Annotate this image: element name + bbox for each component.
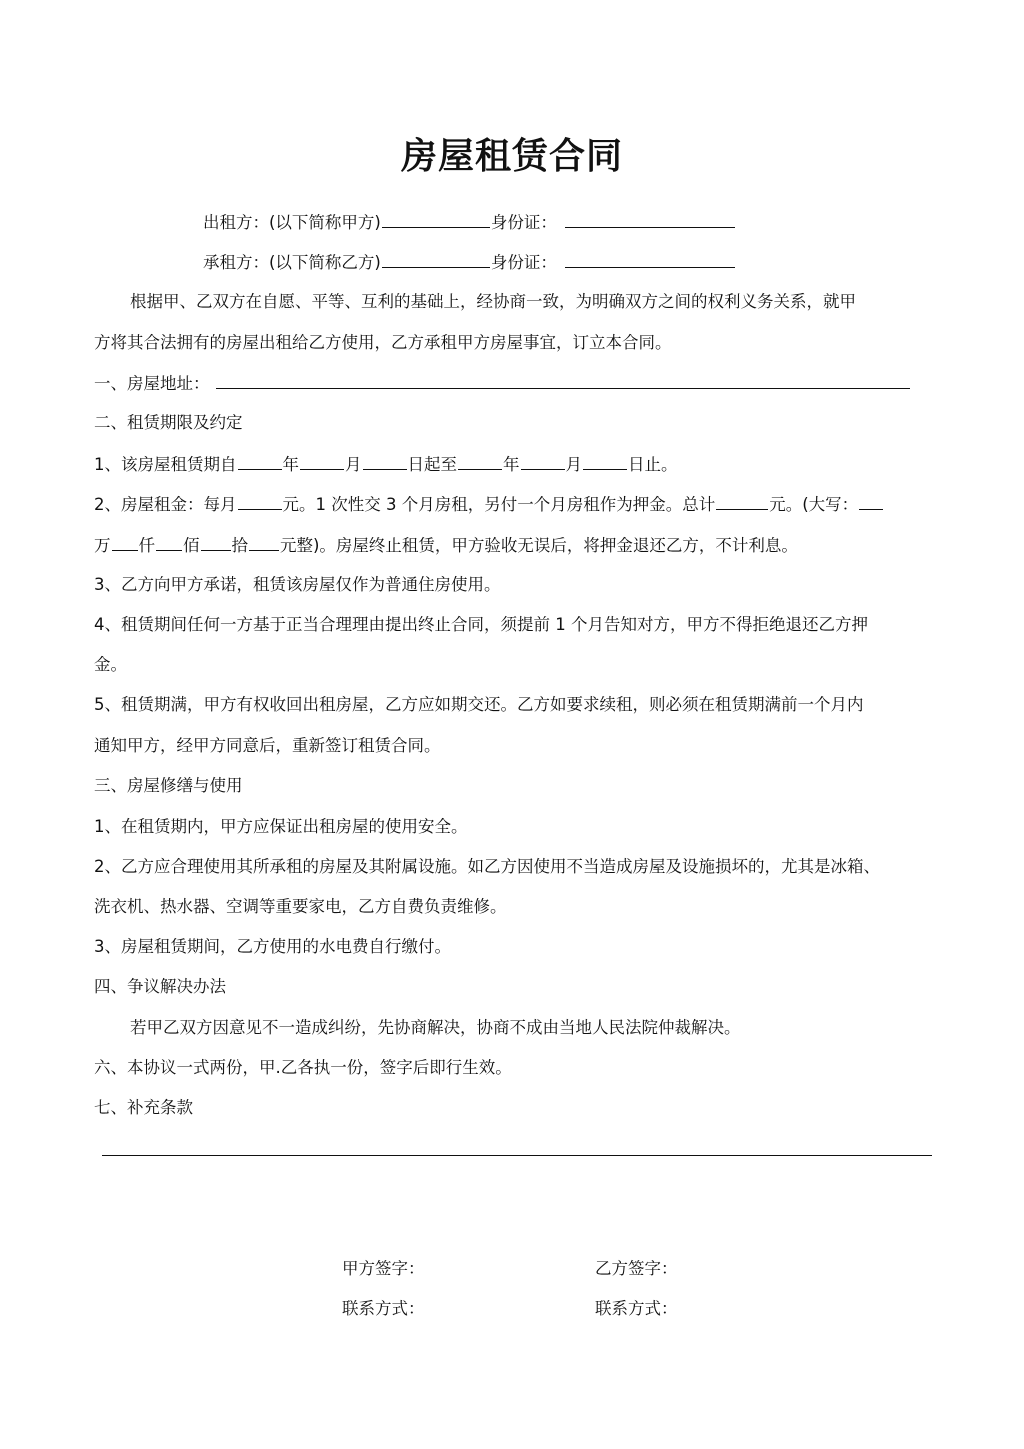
lessor-name-blank[interactable] <box>382 210 490 228</box>
address-line <box>94 371 934 396</box>
lessor-id-blank[interactable] <box>565 210 735 228</box>
deposit-terms: 元整)。房屋终止租赁，甲方验收无误后，将押金退还乙方，不计利息。 <box>280 536 798 555</box>
document-title: 房屋租赁合同 <box>400 135 623 177</box>
start-month-blank[interactable] <box>300 452 344 470</box>
clause-3-2-line-2: 洗衣机、热水器、空调等重要家电，乙方自费负责维修。 <box>94 897 507 916</box>
clause-2-2-line-1 <box>94 492 934 517</box>
lessee-id-label: 身份证： <box>490 253 557 272</box>
bai-label: 佰 <box>183 536 200 555</box>
lessee-name-blank[interactable] <box>382 250 490 268</box>
clause-2-4-line-2: 金。 <box>94 655 127 674</box>
section-4-heading: 四、争议解决办法 <box>94 977 226 996</box>
month-label: 月 <box>345 455 362 474</box>
uppercase-lead-blank[interactable] <box>859 492 883 510</box>
clause-2-1-text: 1、该房屋租赁期自 <box>94 455 237 474</box>
section-3-heading: 三、房屋修缮与使用 <box>94 776 243 795</box>
address-label: 一、房屋地址： <box>94 374 210 393</box>
shi-label: 拾 <box>231 536 248 555</box>
start-day-blank[interactable] <box>363 452 407 470</box>
section-7-heading: 七、补充条款 <box>94 1098 193 1117</box>
clause-3-3: 3、房屋租赁期间，乙方使用的水电费自行缴付。 <box>94 937 451 956</box>
lessee-label: 承租方：(以下简称乙方) <box>203 253 381 272</box>
end-month-blank[interactable] <box>521 452 565 470</box>
intro-line-2: 方将其合法拥有的房屋出租给乙方使用，乙方承租甲方房屋事宜，订立本合同。 <box>94 333 672 352</box>
section-4-body: 若甲乙双方因意见不一造成纠纷，先协商解决，协商不成由当地人民法院仲裁解决。 <box>130 1018 741 1037</box>
lessor-label: 出租方：(以下简称甲方) <box>203 213 381 232</box>
clause-3-2-line-1: 2、乙方应合理使用其所承租的房屋及其附属设施。如乙方因使用不当造成房屋及设施损坏的，尤其是冰箱、 <box>94 857 880 876</box>
monthly-rent-blank[interactable] <box>238 492 282 510</box>
address-blank[interactable] <box>216 371 910 389</box>
end-year-blank[interactable] <box>458 452 502 470</box>
party-b-sign-label: 乙方签字： <box>595 1259 678 1278</box>
lessor-id-label: 身份证： <box>490 213 557 232</box>
uppercase-label: 元。(大写： <box>769 495 859 514</box>
yuan-blank[interactable] <box>249 533 279 551</box>
start-year-blank[interactable] <box>238 452 282 470</box>
section-2-heading: 二、租赁期限及约定 <box>94 413 243 432</box>
lessee-line <box>203 250 1024 275</box>
clause-2-2-line-2 <box>94 533 934 558</box>
party-a-contact-label: 联系方式： <box>342 1299 425 1318</box>
supplementary-terms-blank[interactable] <box>102 1155 932 1156</box>
lessor-line <box>203 210 1024 235</box>
qian-label: 仟 <box>138 536 155 555</box>
end-day-blank[interactable] <box>583 452 627 470</box>
month-label: 月 <box>565 455 582 474</box>
party-b-contact-label: 联系方式： <box>595 1299 678 1318</box>
year-label: 年 <box>503 455 520 474</box>
clause-2-5-line-1: 5、租赁期满，甲方有权收回出租房屋，乙方应如期交还。乙方如要求续租，则必须在租赁期满前一个月内 <box>94 695 864 714</box>
qian-blank[interactable] <box>112 533 138 551</box>
clause-2-5-line-2: 通知甲方，经甲方同意后，重新签订租赁合同。 <box>94 736 441 755</box>
from-label: 日起至 <box>407 455 457 474</box>
clause-2-1 <box>94 452 934 477</box>
total-blank[interactable] <box>716 492 768 510</box>
shi-blank[interactable] <box>201 533 231 551</box>
rent-terms: 元。1 次性交 3 个月房租，另付一个月房租作为押金。总计 <box>282 495 716 514</box>
section-6: 六、本协议一式两份，甲.乙各执一份，签字后即行生效。 <box>94 1058 512 1077</box>
rent-label: 2、房屋租金：每月 <box>94 495 237 514</box>
party-a-sign-label: 甲方签字： <box>342 1259 425 1278</box>
clause-3-1: 1、在租赁期内，甲方应保证出租房屋的使用安全。 <box>94 817 468 836</box>
to-label: 日止。 <box>628 455 678 474</box>
wan-label: 万 <box>94 536 111 555</box>
clause-2-3: 3、乙方向甲方承诺，租赁该房屋仅作为普通住房使用。 <box>94 575 501 594</box>
clause-2-4-line-1: 4、租赁期间任何一方基于正当合理理由提出终止合同，须提前 1 个月告知对方，甲方不得拒绝退还乙方押 <box>94 615 868 634</box>
lessee-id-blank[interactable] <box>565 250 735 268</box>
year-label: 年 <box>282 455 299 474</box>
bai-blank[interactable] <box>156 533 182 551</box>
intro-line-1: 根据甲、乙双方在自愿、平等、互利的基础上，经协商一致，为明确双方之间的权利义务关系，就甲 <box>130 292 856 311</box>
